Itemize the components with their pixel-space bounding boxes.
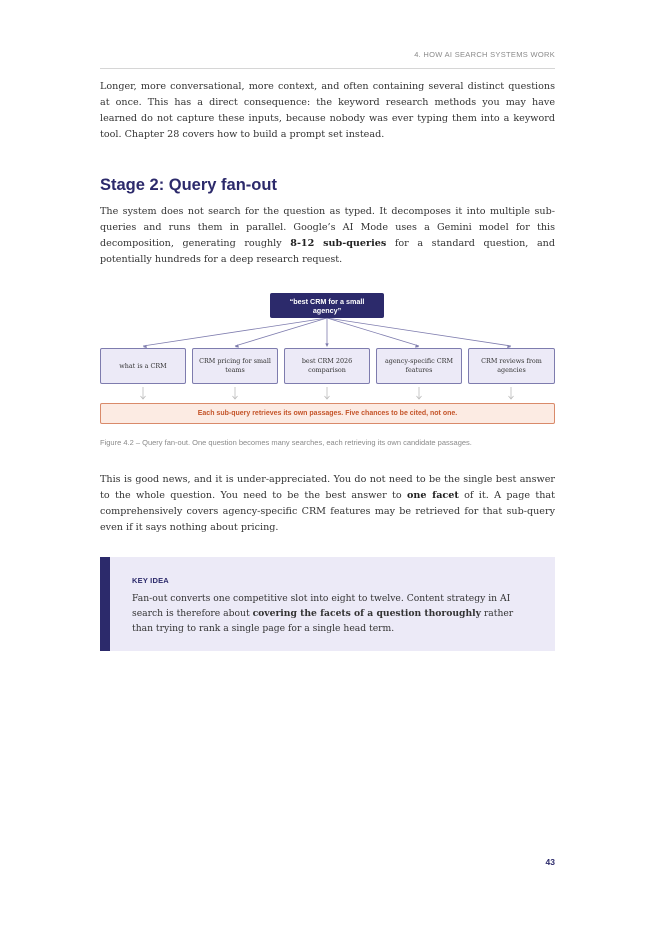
key-idea-text-end: rather than trying to rank a single page for a single head term. bbox=[132, 608, 514, 634]
facet-text-end: of it. A page that comprehensively covers agency-specific CRM features may be retrieved for that sub-query even if it says nothing about pricing. bbox=[100, 490, 555, 533]
subquery-text: best CRM 2026 comparison bbox=[301, 357, 353, 374]
section-heading: Stage 2: Query fan-out bbox=[100, 176, 277, 194]
retrieval-banner: Each sub-query retrieves its own passages. Five chances to be cited, not one. bbox=[100, 403, 555, 424]
fanout-text-start: The system does not search for the question as typed. It decomposes it into multiple sub-queries and runs them in parallel. Google’s AI Mode uses a Gemini model for this decomposition, generating roughly bbox=[100, 206, 555, 249]
subquery-text: agency-specific CRM features bbox=[384, 357, 454, 374]
retrieval-down-arrow bbox=[141, 387, 146, 399]
subquery-box bbox=[376, 348, 462, 384]
key-idea-label: KEY IDEA bbox=[132, 576, 169, 585]
subquery-text: CRM reviews from agencies bbox=[481, 357, 542, 374]
header-rule bbox=[100, 68, 555, 69]
retrieval-down-arrow bbox=[325, 387, 330, 399]
facet-paragraph bbox=[100, 472, 555, 536]
key-idea-text-start: Fan-out converts one competitive slot into eight to twelve. Content strategy in AI search is therefore about bbox=[132, 593, 511, 619]
subquery-box bbox=[284, 348, 370, 384]
callout-accent-bar bbox=[100, 557, 110, 651]
fanout-connector bbox=[235, 318, 327, 346]
subquery-box bbox=[100, 348, 186, 384]
facet-text-start: This is good news, and it is under-appreciated. You do not need to be the single best answer to the whole question. You need to be the best answer to bbox=[100, 474, 555, 501]
retrieval-down-arrow bbox=[417, 387, 422, 399]
key-idea-callout bbox=[100, 557, 555, 651]
root-query-box bbox=[270, 293, 384, 318]
page-number: 43 bbox=[545, 857, 555, 867]
fanout-text-end: for a standard question, and potentially hundreds for a deep research request. bbox=[100, 238, 555, 265]
fanout-arrowhead bbox=[325, 343, 328, 347]
subquery-text: CRM pricing for small teams bbox=[199, 357, 271, 374]
key-idea-bold: covering the facets of a question thoroughly bbox=[252, 608, 481, 619]
subquery-box bbox=[192, 348, 278, 384]
intro-paragraph: Longer, more conversational, more context, and often containing several distinct questions at once. This has a direct consequence: the keyword research methods you may have learned do not capture these inputs, because nobody was ever typing them into a keyword tool. Chapter 28 covers how to build a prompt set instead. bbox=[100, 81, 555, 140]
fanout-connector bbox=[143, 318, 327, 346]
subquery-box bbox=[468, 348, 555, 384]
subquery-text: what is a CRM bbox=[119, 361, 167, 370]
running-head: 4. HOW AI SEARCH SYSTEMS WORK bbox=[414, 50, 555, 59]
fanout-connector bbox=[327, 318, 511, 346]
facet-bold: one facet bbox=[406, 490, 459, 501]
fanout-connector bbox=[327, 318, 419, 346]
down-arrows bbox=[141, 387, 514, 399]
retrieval-down-arrow bbox=[509, 387, 514, 399]
fanout-paragraph bbox=[100, 204, 555, 268]
fanout-bold-count: 8-12 sub-queries bbox=[290, 238, 387, 249]
key-idea-text bbox=[132, 591, 532, 636]
fanout-lines bbox=[143, 318, 511, 348]
retrieval-down-arrow bbox=[233, 387, 238, 399]
root-query-text: “best CRM for a small agency” bbox=[289, 296, 365, 315]
figure-caption: Figure 4.2 – Query fan-out. One question becomes many searches, each retrieving its own candidate passages. bbox=[100, 438, 472, 447]
